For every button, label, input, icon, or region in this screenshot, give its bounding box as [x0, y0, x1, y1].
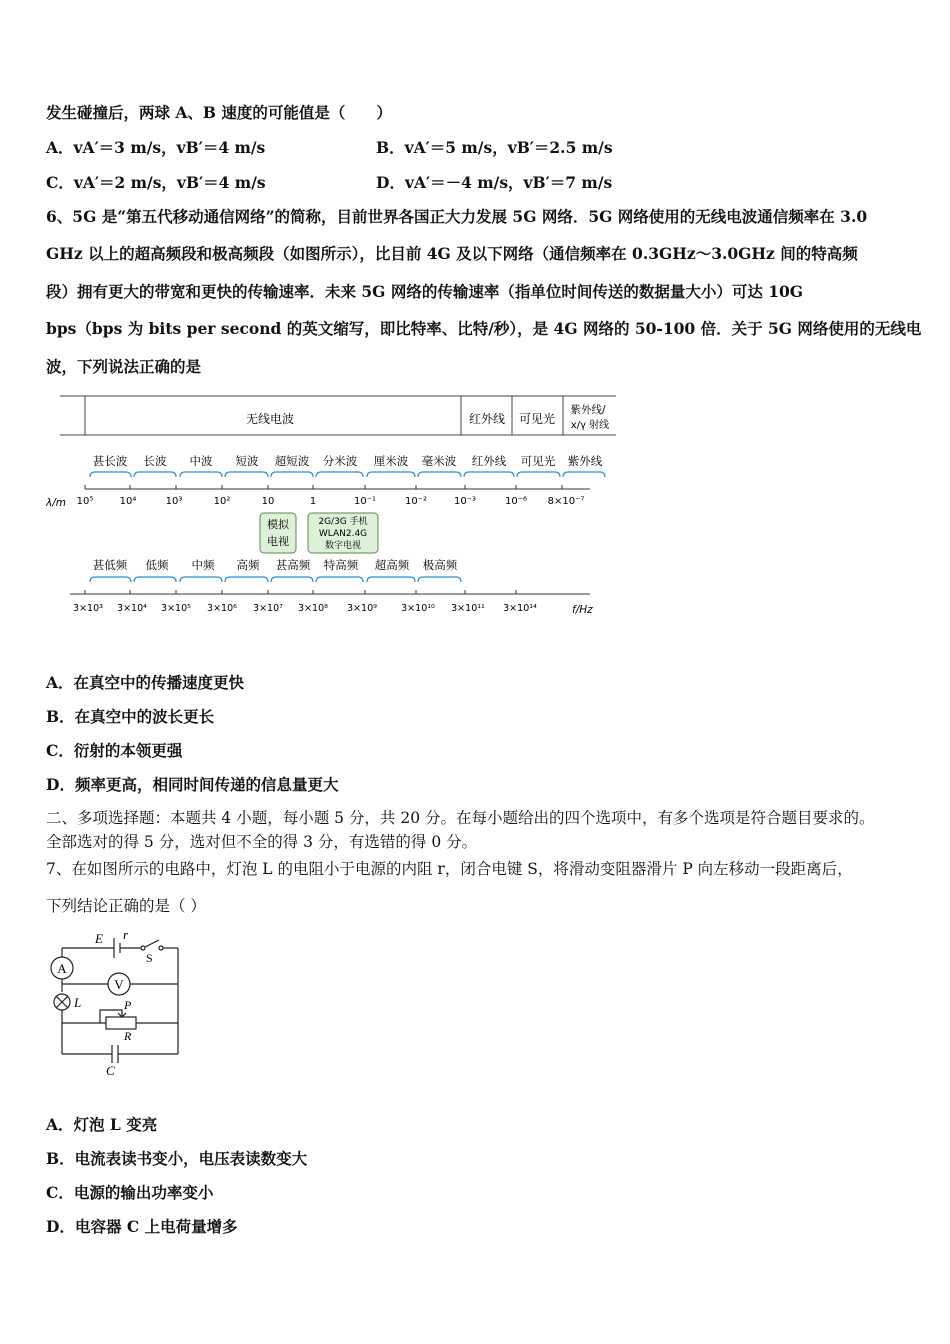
- lambda-tick: 10²: [213, 496, 231, 507]
- q6-stem-line-3: 段）拥有更大的带宽和更快的传输速率．未来 5G 网络的传输速率（指单位时间传送的数据量大小）可达 10G: [46, 282, 804, 301]
- band-uv: 紫外线/: [570, 404, 606, 416]
- lambda-axis-label: λ/m: [46, 497, 66, 509]
- freq-tick: 3×10³: [73, 603, 103, 614]
- label-r: r: [123, 927, 129, 942]
- q6-option-b: B．在真空中的波长更长: [46, 707, 215, 726]
- box2-line2: WLAN2.4G: [318, 529, 368, 539]
- freq-axis-label: f/Hz: [572, 604, 593, 616]
- lambda-tick: 10⁴: [119, 496, 137, 507]
- freq-tick: 3×10⁴: [117, 603, 147, 614]
- box2-line3: 数字电视: [324, 541, 362, 551]
- q6-stem-line-5: 波，下列说法正确的是: [46, 357, 202, 376]
- label-r-resistor: R: [124, 1029, 132, 1043]
- wave-name: 红外线: [471, 454, 507, 468]
- option-text: vA′＝2 m/s，vB′＝4 m/s: [73, 173, 266, 192]
- circuit-diagram: [46, 926, 196, 1076]
- freq-tick: 3×10¹⁰: [401, 603, 435, 614]
- lambda-tick: 10⁻²: [404, 496, 428, 507]
- wave-name: 分米波: [322, 454, 358, 468]
- wave-name: 中波: [189, 454, 213, 468]
- freq-tick: 3×10⁸: [298, 603, 328, 614]
- wave-name: 可见光: [520, 454, 556, 468]
- band-radio: 无线电波: [245, 412, 295, 426]
- lambda-tick: 8×10⁻⁷: [547, 496, 585, 507]
- q6-option-c: C．衍射的本领更强: [46, 741, 183, 760]
- section-2-instructions: [46, 806, 914, 854]
- freq-name: 高频: [236, 558, 260, 572]
- lambda-tick: 10⁻³: [453, 496, 477, 507]
- freq-name: 甚高频: [275, 558, 311, 572]
- box1-line1: 模拟: [267, 518, 289, 531]
- q5-option-d: [376, 171, 612, 193]
- spectrum-figure: [46, 393, 620, 623]
- q5-option-c: [46, 171, 266, 193]
- q5-option-b: [376, 136, 613, 158]
- label-l: L: [74, 995, 82, 1010]
- q6-stem-line-2: GHz 以上的超高频段和极高频段（如图所示），比目前 4G 及以下网络（通信频率在 0.3GHz～3.0GHz 间的特高频: [46, 244, 858, 263]
- q7-stem-line-1: 7、在如图所示的电路中，灯泡 L 的电阻小于电源的内阻 r，闭合电键 S，将滑动变阻器滑片 P 向左移动一段距离后，: [46, 860, 853, 878]
- option-text: vA′＝－4 m/s，vB′＝7 m/s: [404, 173, 613, 192]
- wave-name: 短波: [235, 454, 259, 468]
- band-xray: x/γ 射线: [570, 420, 610, 431]
- q6-stem-line-4: bps（bps 为 bits per second 的英文缩写，即比特率、比特/秒），是 4G 网络的 50-100 倍．关于 5G 网络使用的无线电: [46, 319, 922, 338]
- lambda-tick: 10³: [165, 496, 183, 507]
- label-s: S: [146, 951, 153, 965]
- lambda-tick: 10⁻⁶: [504, 496, 528, 507]
- freq-tick: 3×10⁷: [253, 603, 283, 614]
- lambda-tick: 10⁻¹: [353, 496, 377, 507]
- section-2-line-1: 二、多项选择题：本题共 4 小题，每小题 5 分，共 20 分。在每小题给出的四个选项中，有多个选项是符合题目要求的。: [46, 809, 875, 827]
- voltmeter-icon: V: [114, 977, 124, 992]
- option-label: D．: [376, 173, 405, 192]
- section-2-line-2: 全部选对的得 5 分，选对但不全的得 3 分，有选错的得 0 分。: [46, 833, 478, 851]
- wave-name: 长波: [143, 454, 167, 468]
- band-infrared: 红外线: [468, 412, 506, 426]
- wave-name: 甚长波: [92, 454, 128, 468]
- freq-tick: 3×10¹⁴: [503, 603, 537, 614]
- wave-name: 毫米波: [421, 454, 457, 468]
- q7-option-c: C．电源的输出功率变小: [46, 1183, 214, 1202]
- q5-option-a: [46, 136, 265, 158]
- q6-option-a: A．在真空中的传播速度更快: [46, 673, 245, 692]
- q5-stem: 发生碰撞后，两球 A、B 速度的可能值是（ ）: [46, 103, 392, 122]
- q6-stem-line-1: 6、5G 是“第五代移动通信网络”的简称，目前世界各国正大力发展 5G 网络．5G 网络使用的无线电波通信频率在 3.0: [46, 207, 868, 226]
- freq-tick: 3×10⁵: [161, 603, 191, 614]
- wave-name: 紫外线: [567, 454, 603, 468]
- freq-tick: 3×10¹¹: [451, 603, 485, 614]
- q7-option-d: D．电容器 C 上电荷量增多: [46, 1217, 238, 1236]
- label-p: P: [124, 998, 132, 1012]
- option-label: C．: [46, 173, 74, 192]
- lambda-tick: 10⁵: [76, 496, 94, 507]
- option-text: vA′＝5 m/s，vB′＝2.5 m/s: [404, 138, 613, 157]
- q7-option-a: A．灯泡 L 变亮: [46, 1115, 158, 1134]
- option-label: B．: [376, 138, 405, 157]
- q7-stem-line-2: 下列结论正确的是（ ）: [46, 897, 206, 915]
- wave-name: 厘米波: [373, 454, 409, 468]
- label-e: E: [95, 931, 103, 946]
- lambda-tick: 10: [261, 496, 275, 507]
- ammeter-icon: A: [57, 961, 67, 976]
- freq-name: 中频: [191, 558, 215, 572]
- wave-name: 超短波: [274, 454, 310, 468]
- q6-option-d: D．频率更高，相同时间传递的信息量更大: [46, 775, 339, 794]
- freq-name: 特高频: [323, 558, 359, 572]
- freq-tick: 3×10⁶: [207, 603, 237, 614]
- freq-name: 超高频: [374, 558, 410, 572]
- option-label: A．: [46, 138, 74, 157]
- freq-name: 极高频: [422, 558, 458, 572]
- freq-name: 低频: [145, 558, 169, 572]
- box2-line1: 2G/3G 手机: [318, 517, 368, 527]
- label-c: C: [106, 1063, 115, 1078]
- option-text: vA′＝3 m/s，vB′＝4 m/s: [73, 138, 266, 157]
- band-visible: 可见光: [518, 412, 556, 426]
- freq-name: 甚低频: [92, 558, 128, 572]
- box1-line2: 电视: [267, 535, 289, 548]
- q7-option-b: B．电流表读书变小，电压表读数变大: [46, 1149, 308, 1168]
- freq-tick: 3×10⁹: [347, 603, 377, 614]
- lambda-tick: 1: [309, 496, 317, 507]
